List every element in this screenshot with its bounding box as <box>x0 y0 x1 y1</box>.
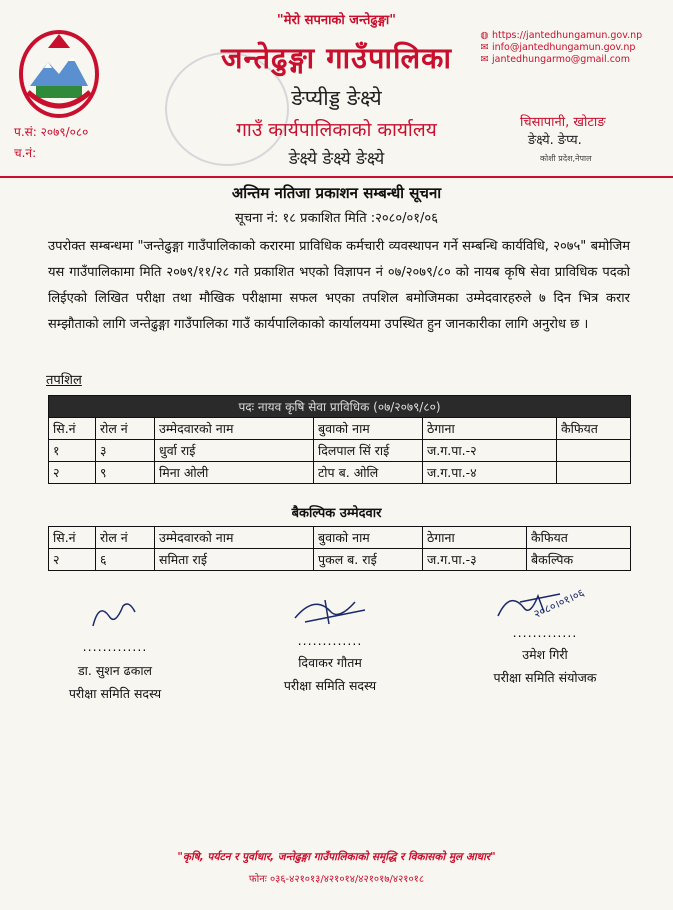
cell: मिना ओली <box>155 462 314 484</box>
footer-phone: फोनः ०३६-४२१०१३/४२१०१४/४२१०१७/४२१०१८ <box>248 874 425 885</box>
email-line <box>480 42 635 53</box>
reference-number <box>14 123 88 140</box>
table-row <box>49 549 631 571</box>
table-row <box>49 462 631 484</box>
signature-line: ............. <box>82 639 148 654</box>
col-header: उम्मेदवारको नाम <box>155 527 314 549</box>
backup-candidates-table <box>48 526 631 571</box>
col-header: सि.नं <box>49 527 96 549</box>
signatory-role: परीक्षा समिति सदस्य <box>68 686 162 701</box>
cell: समिता राई <box>155 549 314 571</box>
col-header: ठेगाना <box>423 527 527 549</box>
ref-label: प.सं: <box>14 125 37 139</box>
col-header: उम्मेदवारको नाम <box>155 418 314 440</box>
handwritten-signature <box>285 590 375 630</box>
address-province: कोशी प्रदेश,नेपाल <box>540 154 592 163</box>
selected-candidates-table <box>48 395 631 484</box>
cell: ज.ग.पा.-४ <box>423 462 557 484</box>
cell: ज.ग.पा.-३ <box>423 549 527 571</box>
signatory-role: परीक्षा समिति सदस्य <box>283 678 377 693</box>
notice-number: सूचना नं: १८ प्रकाशित मिति :२०८०/०१/०६ <box>235 211 438 226</box>
col-header: सि.नं <box>49 418 96 440</box>
cell: २ <box>49 462 96 484</box>
cell <box>557 440 631 462</box>
cell: पुकल ब. राई <box>314 549 423 571</box>
address: चिसापानी, खोटाङ <box>520 115 606 130</box>
col-header: कैफियत <box>527 527 631 549</box>
cell: १ <box>49 440 96 462</box>
backup-candidates-heading: बैकल्पिक उम्मेदवार <box>291 506 382 521</box>
signatory-role: परीक्षा समिति संयोजक <box>493 670 597 685</box>
col-header: रोल नं <box>96 527 155 549</box>
notice-body: उपरोक्त सम्बन्धमा "जन्तेढुङ्गा गाउँपालिकाको करारमा प्राविधिक कर्मचारी व्यवस्थापन गर्ने सम्बन्धि कार्यविधि, २०७५" बमोजिम यस गाउँपालिकामा मिति २०७९/११/२८ गते प्रकाशित भएको विज्ञापन नं ०७/२०७९/८० को नायब कृषि सेवा प्राविधिक पदको लिईएको लिखित परीक्षा तथा मौखिक परीक्षामा सफल भएका तपशिल बमोजिमका उम्मेदवारहरुले ७ दिन भित्र करार सम्झौताको लागि जन्तेढुङ्गा गाउँपालिका गाउँ कार्यपालिकाको कार्यालयमा उपस्थित हुन जानकारीका लागि अनुरोध छ । <box>48 239 630 332</box>
website-link[interactable]: https://jantedhungamun.gov.np <box>492 30 643 41</box>
address-script: ङेक्ष्ये. ङेप्य. <box>528 133 582 148</box>
signatory-name: उमेश गिरी <box>522 647 568 662</box>
cell: ९ <box>96 462 155 484</box>
signature-block <box>470 582 620 686</box>
signature-date: २०८०।०१।०६ <box>531 586 587 621</box>
municipality-title-script: ङेप्यीड्ड ङेक्ष्ये <box>291 86 382 110</box>
col-header: बुवाको नाम <box>314 527 423 549</box>
cell: धुर्वा राई <box>155 440 314 462</box>
ref-value: २०७९/०८० <box>40 125 89 139</box>
email-icon: ✉ <box>480 42 489 53</box>
website-line <box>480 30 642 41</box>
motto: "मेरो सपनाको जन्तेढुङ्गा" <box>276 13 397 28</box>
email-icon: ✉ <box>480 54 489 65</box>
col-header: कैफियत <box>557 418 631 440</box>
signature-line: ............. <box>512 625 578 640</box>
office-subtitle-script: ङेक्ष्ये ङेक्ष्ये ङेक्ष्ये <box>288 149 385 169</box>
handwritten-signature <box>85 596 145 636</box>
cell: २ <box>49 549 96 571</box>
office-subtitle: गाउँ कार्यपालिकाको कार्यालय <box>236 119 437 141</box>
footer-slogan: "कृषि, पर्यटन र पुर्वाधार, जन्तेढुङ्गा गाउँपालिकाको समृद्धि र विकासको मुल आधार" <box>177 851 496 863</box>
email2-line <box>480 54 630 65</box>
cell: ३ <box>96 440 155 462</box>
table-header-row <box>49 418 631 440</box>
tapsil-heading: तपशिल <box>46 373 82 388</box>
cell: ज.ग.पा.-२ <box>423 440 557 462</box>
signature-block <box>255 590 405 694</box>
email2-link[interactable]: jantedhungarmo@gmail.com <box>492 54 630 65</box>
cell: ६ <box>96 549 155 571</box>
signature-line: ............. <box>297 633 363 648</box>
col-header: ठेगाना <box>423 418 557 440</box>
cell: दिलपाल सिं राई <box>314 440 423 462</box>
table-row <box>49 440 631 462</box>
globe-icon: ◍ <box>480 30 489 41</box>
cell <box>557 462 631 484</box>
notice-title: अन्तिम नतिजा प्रकाशन सम्बन्धी सूचना <box>231 184 442 202</box>
table-header-row <box>49 527 631 549</box>
municipality-title: जन्तेढुङ्गा गाउँपालिका <box>221 41 452 75</box>
cell: टोप ब. ओलि <box>314 462 423 484</box>
email-link[interactable]: info@jantedhungamun.gov.np <box>492 42 636 53</box>
position-heading: पदः नायव कृषि सेवा प्राविधिक (०७/२०७९/८०) <box>49 396 631 418</box>
cell: बैकल्पिक <box>527 549 631 571</box>
header-divider <box>0 176 673 178</box>
col-header: बुवाको नाम <box>314 418 423 440</box>
signatory-name: डा. सुशन ढकाल <box>77 663 153 678</box>
signature-block <box>40 596 190 702</box>
dispatch-number: च.नं: <box>14 146 37 160</box>
col-header: रोल नं <box>96 418 155 440</box>
signatory-name: दिवाकर गौतम <box>298 655 362 670</box>
